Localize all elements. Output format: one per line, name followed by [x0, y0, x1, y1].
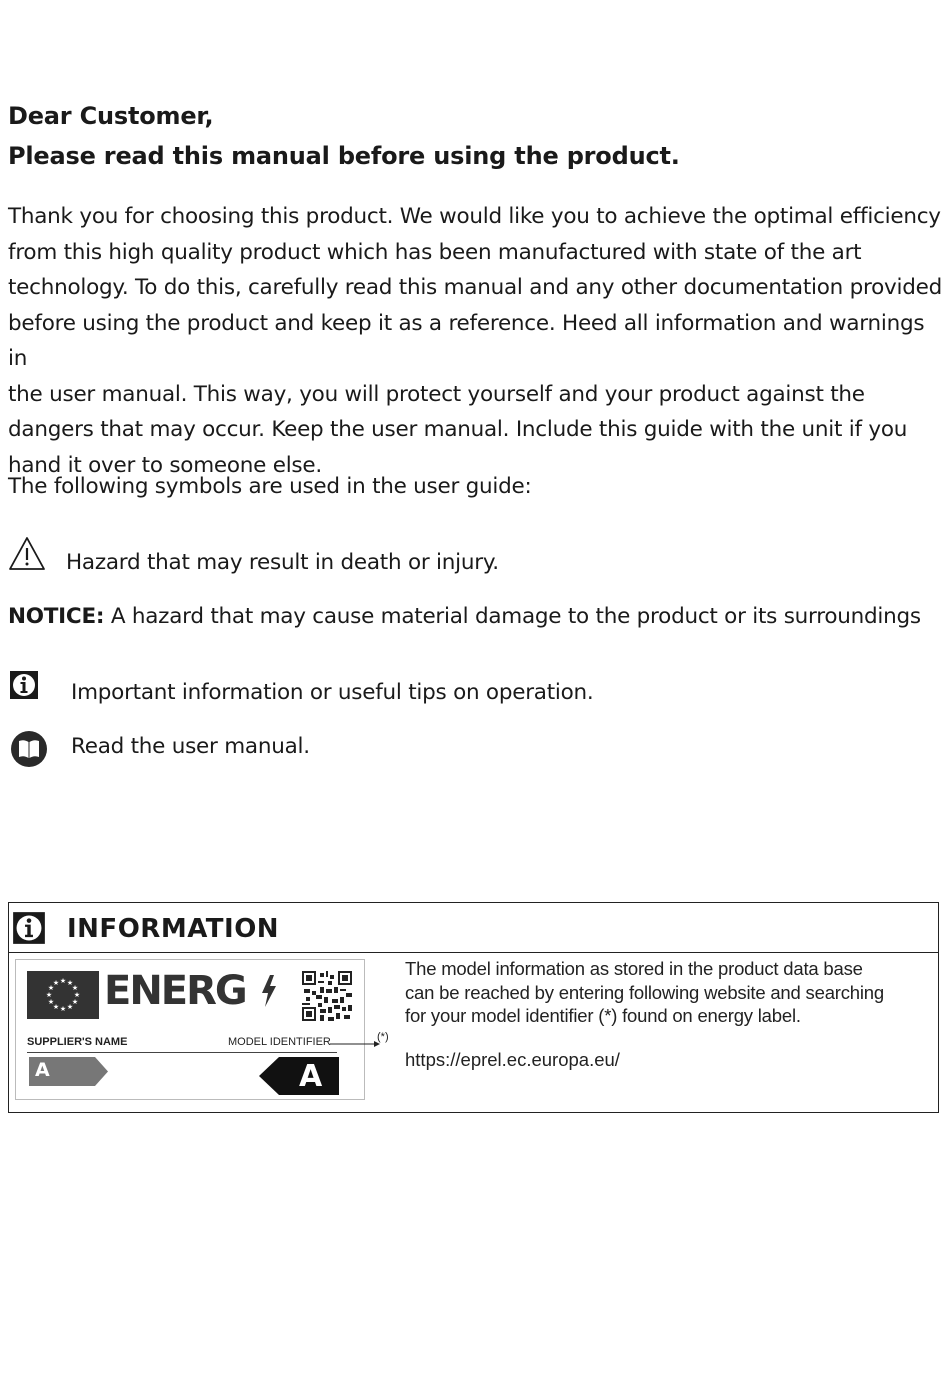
label-divider [27, 1052, 337, 1053]
svg-text:★: ★ [59, 1005, 67, 1013]
intro-line: Thank you for choosing this product. We would like you to achieve the optimal efficiency [8, 204, 941, 229]
notice-description: A hazard that may cause material damage to the product or its surroundings [104, 604, 921, 629]
page-title: Please read this manual before using the product. [8, 142, 680, 170]
intro-line: technology. To do this, carefully read this manual and any other documentation provided [8, 275, 943, 300]
info-icon [12, 911, 46, 945]
greeting-line: Dear Customer, [8, 102, 214, 130]
intro-line: before using the product and keep it as a reference. Heed all information and warnings in [8, 310, 925, 371]
intro-line: dangers that may occur. Keep the user manual. Include this guide with the unit if you [8, 417, 908, 442]
svg-text:★: ★ [45, 991, 53, 999]
energy-class-right: A [299, 1059, 323, 1094]
model-pointer-arrow [330, 1034, 380, 1044]
svg-text:★: ★ [52, 1003, 60, 1011]
svg-text:★: ★ [66, 1003, 74, 1011]
svg-text:★: ★ [52, 979, 60, 987]
info-icon [9, 670, 39, 700]
manual-description: Read the user manual. [71, 734, 310, 759]
model-identifier: MODEL IDENTIFIER [228, 1036, 331, 1048]
information-header [9, 903, 938, 953]
notice-label: NOTICE: [8, 604, 105, 629]
information-line: for your model identifier (*) found on energy label. [405, 1005, 801, 1026]
hazard-description: Hazard that may result in death or injury. [66, 550, 499, 575]
eprel-link[interactable]: https://eprel.ec.europa.eu/ [405, 1049, 620, 1070]
energy-label [15, 959, 365, 1100]
svg-text:★: ★ [71, 998, 79, 1006]
intro-line: the user manual. This way, you will protect yourself and your product against the [8, 381, 865, 407]
svg-text:★: ★ [73, 991, 81, 999]
eu-flag-icon [27, 971, 99, 1019]
intro-paragraph [8, 199, 944, 483]
energy-class-arrow-left [29, 1057, 109, 1086]
svg-text:★: ★ [59, 977, 67, 985]
energy-class-arrow-right [259, 1057, 339, 1095]
book-icon [10, 730, 48, 768]
svg-text:★: ★ [47, 984, 55, 992]
symbols-intro: The following symbols are used in the user guide: [8, 474, 532, 499]
model-marker: (*) [377, 1031, 389, 1043]
notice-line [8, 604, 921, 629]
svg-text:★: ★ [66, 979, 74, 987]
warning-triangle-icon [8, 536, 46, 572]
information-title: INFORMATION [67, 914, 280, 944]
information-line: can be reached by entering following website and searching [405, 981, 884, 1003]
energy-word: ENERG [104, 968, 246, 1014]
svg-text:★: ★ [47, 998, 55, 1006]
qr-code-icon [302, 971, 352, 1021]
information-line: The model information as stored in the product data base [405, 958, 863, 979]
information-box [8, 902, 939, 1113]
info-description: Important information or useful tips on operation. [71, 680, 594, 705]
lightning-icon [260, 974, 278, 1008]
information-text [405, 957, 925, 1028]
intro-line: hand it over to someone else. [8, 452, 322, 478]
supplier-name: SUPPLIER'S NAME [27, 1036, 128, 1048]
svg-text:★: ★ [71, 984, 79, 992]
energy-class-left: A [35, 1059, 50, 1081]
intro-line: from this high quality product which has been manufactured with state of the art [8, 239, 862, 265]
